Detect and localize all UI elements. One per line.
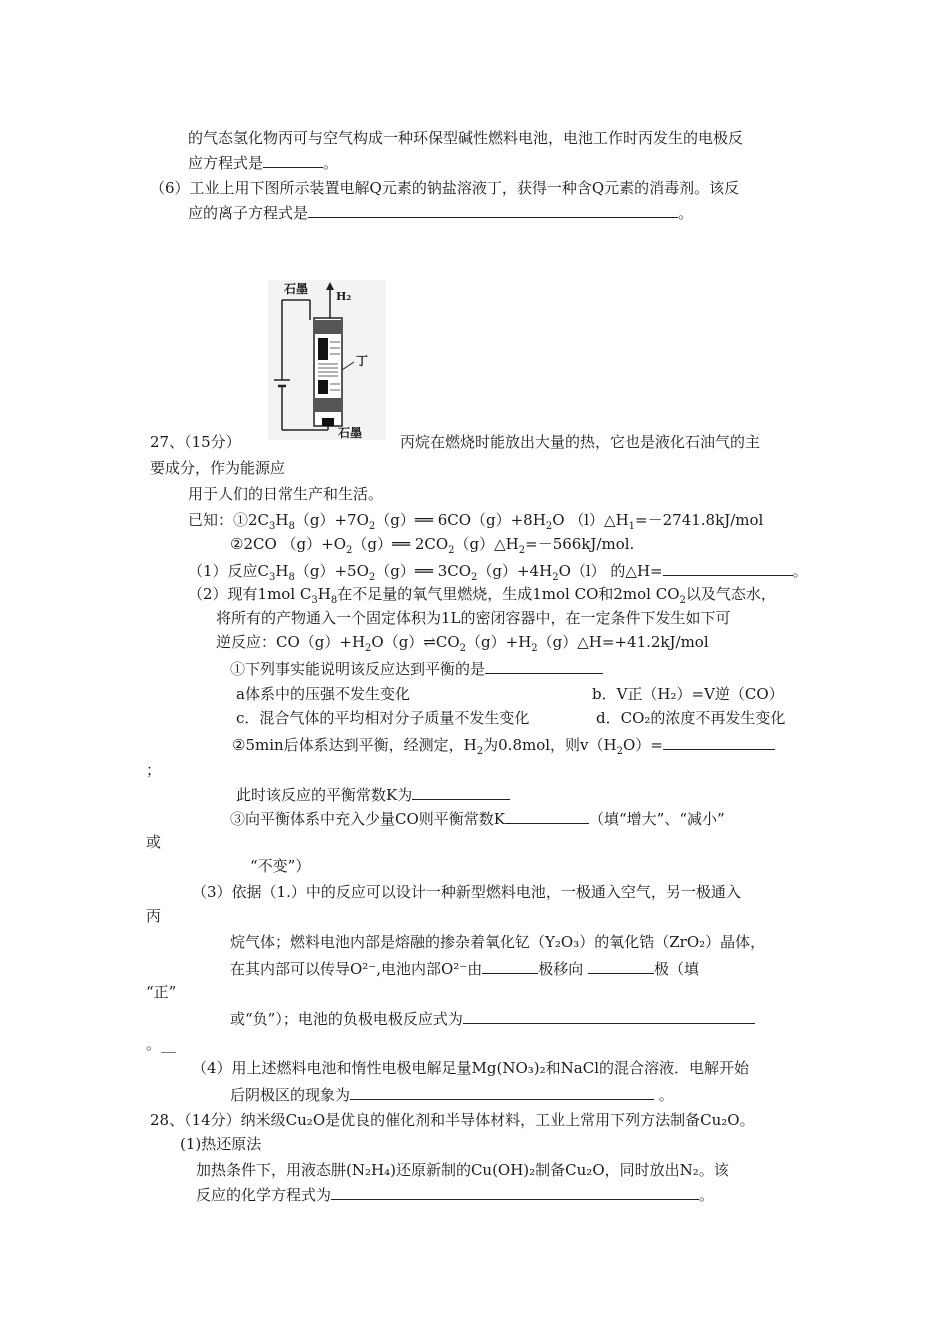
- text: O（g）⇌CO: [371, 633, 460, 651]
- text: 以及气态水，: [685, 585, 776, 603]
- option-a: a体系中的压强不发生变化: [236, 685, 410, 703]
- text: 应的离子方程式是: [188, 204, 309, 222]
- answer-blank[interactable]: [663, 734, 775, 750]
- text: =－2741.8kJ/mol: [635, 511, 764, 529]
- text: =－566kJ/mol.: [525, 535, 635, 553]
- text: （g）══ 2CO: [352, 535, 449, 553]
- question-header: 27、（15分）: [150, 433, 241, 451]
- text: 。: [658, 1086, 674, 1104]
- text: 已知：①2C: [188, 511, 270, 529]
- text: 逆反应：CO（g）+H: [216, 633, 366, 651]
- electrolysis-apparatus-diagram: [268, 280, 386, 440]
- text: 为0.8mol，则v（H: [483, 736, 617, 754]
- text-line: [196, 1184, 714, 1205]
- text: ①下列事实能说明该反应达到平衡的是: [230, 660, 486, 678]
- text-line: “不变”）: [250, 857, 311, 875]
- subscript: 1: [628, 521, 636, 532]
- text: （g）+4H: [477, 562, 553, 580]
- subscript: 2: [368, 521, 376, 532]
- text: （填“增大”、“减小”: [588, 810, 725, 828]
- hydrogen-label: H₂: [336, 290, 352, 303]
- text-line: [230, 958, 699, 979]
- text: 极（填: [654, 960, 700, 978]
- subscript: 2: [531, 643, 538, 654]
- subscript: 2: [476, 746, 484, 757]
- text: 后阴极区的现象为: [230, 1086, 351, 1104]
- text: H: [317, 585, 331, 603]
- answer-blank[interactable]: [505, 808, 589, 824]
- text: O （l）△H: [552, 511, 629, 529]
- text: （1）反应C: [188, 562, 270, 580]
- graphite-top-label: 石墨: [284, 282, 309, 296]
- text-line: 丙烷在燃烧时能放出大量的热，它也是液化石油气的主: [400, 433, 761, 451]
- text: 应方程式是: [188, 154, 264, 172]
- text: H: [275, 511, 289, 529]
- text: 。: [699, 1186, 715, 1204]
- text: 反应的化学方程式为: [196, 1186, 332, 1204]
- text: ②5min后体系达到平衡，经测定，H: [232, 736, 477, 754]
- option-d: d．CO₂的浓度不再发生变化: [596, 709, 786, 727]
- text-line: [188, 560, 808, 581]
- text-line: [230, 808, 725, 829]
- text: （2）现有1mol C: [188, 585, 312, 603]
- solution-label: 丁: [356, 354, 369, 368]
- text: 在其内部可以传导O²⁻,电池内部O²⁻由: [230, 960, 483, 978]
- text-line: 的气态氢化物丙可与空气构成一种环保型碱性燃料电池，电池工作时丙发生的电极反: [188, 129, 744, 147]
- subscript: 8: [288, 521, 295, 532]
- text-line: 。__: [146, 1035, 177, 1053]
- answer-blank[interactable]: [482, 958, 538, 974]
- text: 在不足量的氧气里燃烧，生成1mol CO和2mol CO: [337, 585, 680, 603]
- answer-blank[interactable]: [308, 202, 678, 218]
- subscript: 2: [365, 643, 372, 654]
- text-line: [232, 734, 775, 755]
- text: （g）══ 3CO: [375, 562, 472, 580]
- subscript: 2: [448, 545, 455, 556]
- option-b: b．V正（H₂）=V逆（CO）: [592, 685, 784, 703]
- answer-blank[interactable]: [485, 658, 603, 674]
- text-line: [188, 584, 776, 604]
- answer-blank[interactable]: [263, 152, 323, 168]
- text-line: 加热条件下，用液态肼(N₂H₄)还原新制的Cu(OH)₂制备Cu₂O，同时放出N₂。该: [196, 1161, 729, 1179]
- equation-line: [216, 632, 709, 652]
- text: H: [275, 562, 289, 580]
- text-line: （4）用上述燃料电池和惰性电极电解足量Mg(NO₃)₂和NaCl的混合溶液．电解开始: [192, 1059, 750, 1077]
- equation-line: [230, 534, 634, 554]
- text: （g）+7O: [294, 511, 369, 529]
- answer-blank[interactable]: [588, 958, 654, 974]
- text-line: [188, 152, 338, 173]
- text-line: [188, 202, 693, 223]
- subscript: 3: [269, 521, 276, 532]
- answer-blank[interactable]: [350, 1084, 654, 1100]
- subscript: 2: [616, 746, 623, 757]
- option-c: c．混合气体的平均相对分子质量不发生变化: [236, 709, 530, 727]
- text: 此时该反应的平衡常数K为: [236, 786, 413, 804]
- subscript: 2: [368, 572, 376, 583]
- text-line: 用于人们的日常生产和生活。: [188, 485, 384, 503]
- text-line: ；: [146, 761, 162, 779]
- graphite-bottom-label: 石墨: [338, 426, 363, 440]
- text-line: 要成分，作为能源应: [150, 459, 286, 477]
- question-header: 28、（14分）纳米级Cu₂O是优良的催化剂和半导体材料，工业上常用下列方法制备Cu₂O。: [150, 1111, 755, 1129]
- text-line: 丙: [146, 907, 162, 925]
- text-line: （3）依据（1.）中的反应可以设计一种新型燃料电池，一极通入空气，另一极通入: [192, 883, 741, 901]
- subscript: 2: [346, 545, 353, 556]
- text: 。: [678, 204, 694, 222]
- text-line: [230, 658, 603, 679]
- subscript: 3: [269, 572, 276, 583]
- subscript: 2: [545, 521, 553, 532]
- subscript: 3: [311, 595, 318, 606]
- text: 或“负”）；电池的负极电极反应式为: [230, 1010, 463, 1028]
- text: （g）△H=+41.2kJ/mol: [537, 633, 709, 651]
- text-line: 将所有的产物通入一个固定体积为1L的密闭容器中，在一定条件下发生如下可: [216, 609, 731, 627]
- text-line: 或: [146, 833, 162, 851]
- text: O（l） 的△H=: [558, 562, 663, 580]
- text: ③向平衡体系中充入少量CO则平衡常数K: [230, 810, 505, 828]
- answer-blank[interactable]: [663, 560, 793, 576]
- answer-blank[interactable]: [463, 1008, 755, 1024]
- subscript: 2: [459, 643, 467, 654]
- text: （g）══ 6CO（g）+8H: [375, 511, 546, 529]
- text: 。: [323, 154, 339, 172]
- text-line: 烷气体；燃料电池内部是熔融的掺杂着氧化钇（Y₂O₃）的氧化锆（ZrO₂）晶体，: [230, 933, 766, 951]
- subscript: 2: [471, 572, 478, 583]
- text-line: [230, 1008, 755, 1029]
- electrolysis-figure: [268, 280, 386, 440]
- text-line: “正”: [146, 983, 177, 1001]
- text-line: [236, 784, 510, 805]
- text: （g）△H: [454, 535, 519, 553]
- subscript: 2: [679, 595, 686, 606]
- subscript: 2: [552, 572, 559, 583]
- text: （g）+H: [466, 633, 532, 651]
- text: ②2CO （g）+O: [230, 535, 347, 553]
- subscript: 8: [288, 572, 295, 583]
- text: 极移向: [538, 960, 584, 978]
- text-line: [230, 1084, 674, 1105]
- text-line: （6）工业上用下图所示装置电解Q元素的钠盐溶液丁，获得一种含Q元素的消毒剂。该反: [150, 179, 740, 197]
- text-line: (1)热还原法: [180, 1135, 262, 1153]
- subscript: 8: [330, 595, 338, 606]
- answer-blank[interactable]: [331, 1184, 699, 1200]
- equation-line: [188, 510, 763, 530]
- text: 。: [792, 562, 808, 580]
- text: （g）+5O: [294, 562, 369, 580]
- subscript: 2: [518, 545, 526, 556]
- text: O）=: [622, 736, 663, 754]
- answer-blank[interactable]: [412, 784, 510, 800]
